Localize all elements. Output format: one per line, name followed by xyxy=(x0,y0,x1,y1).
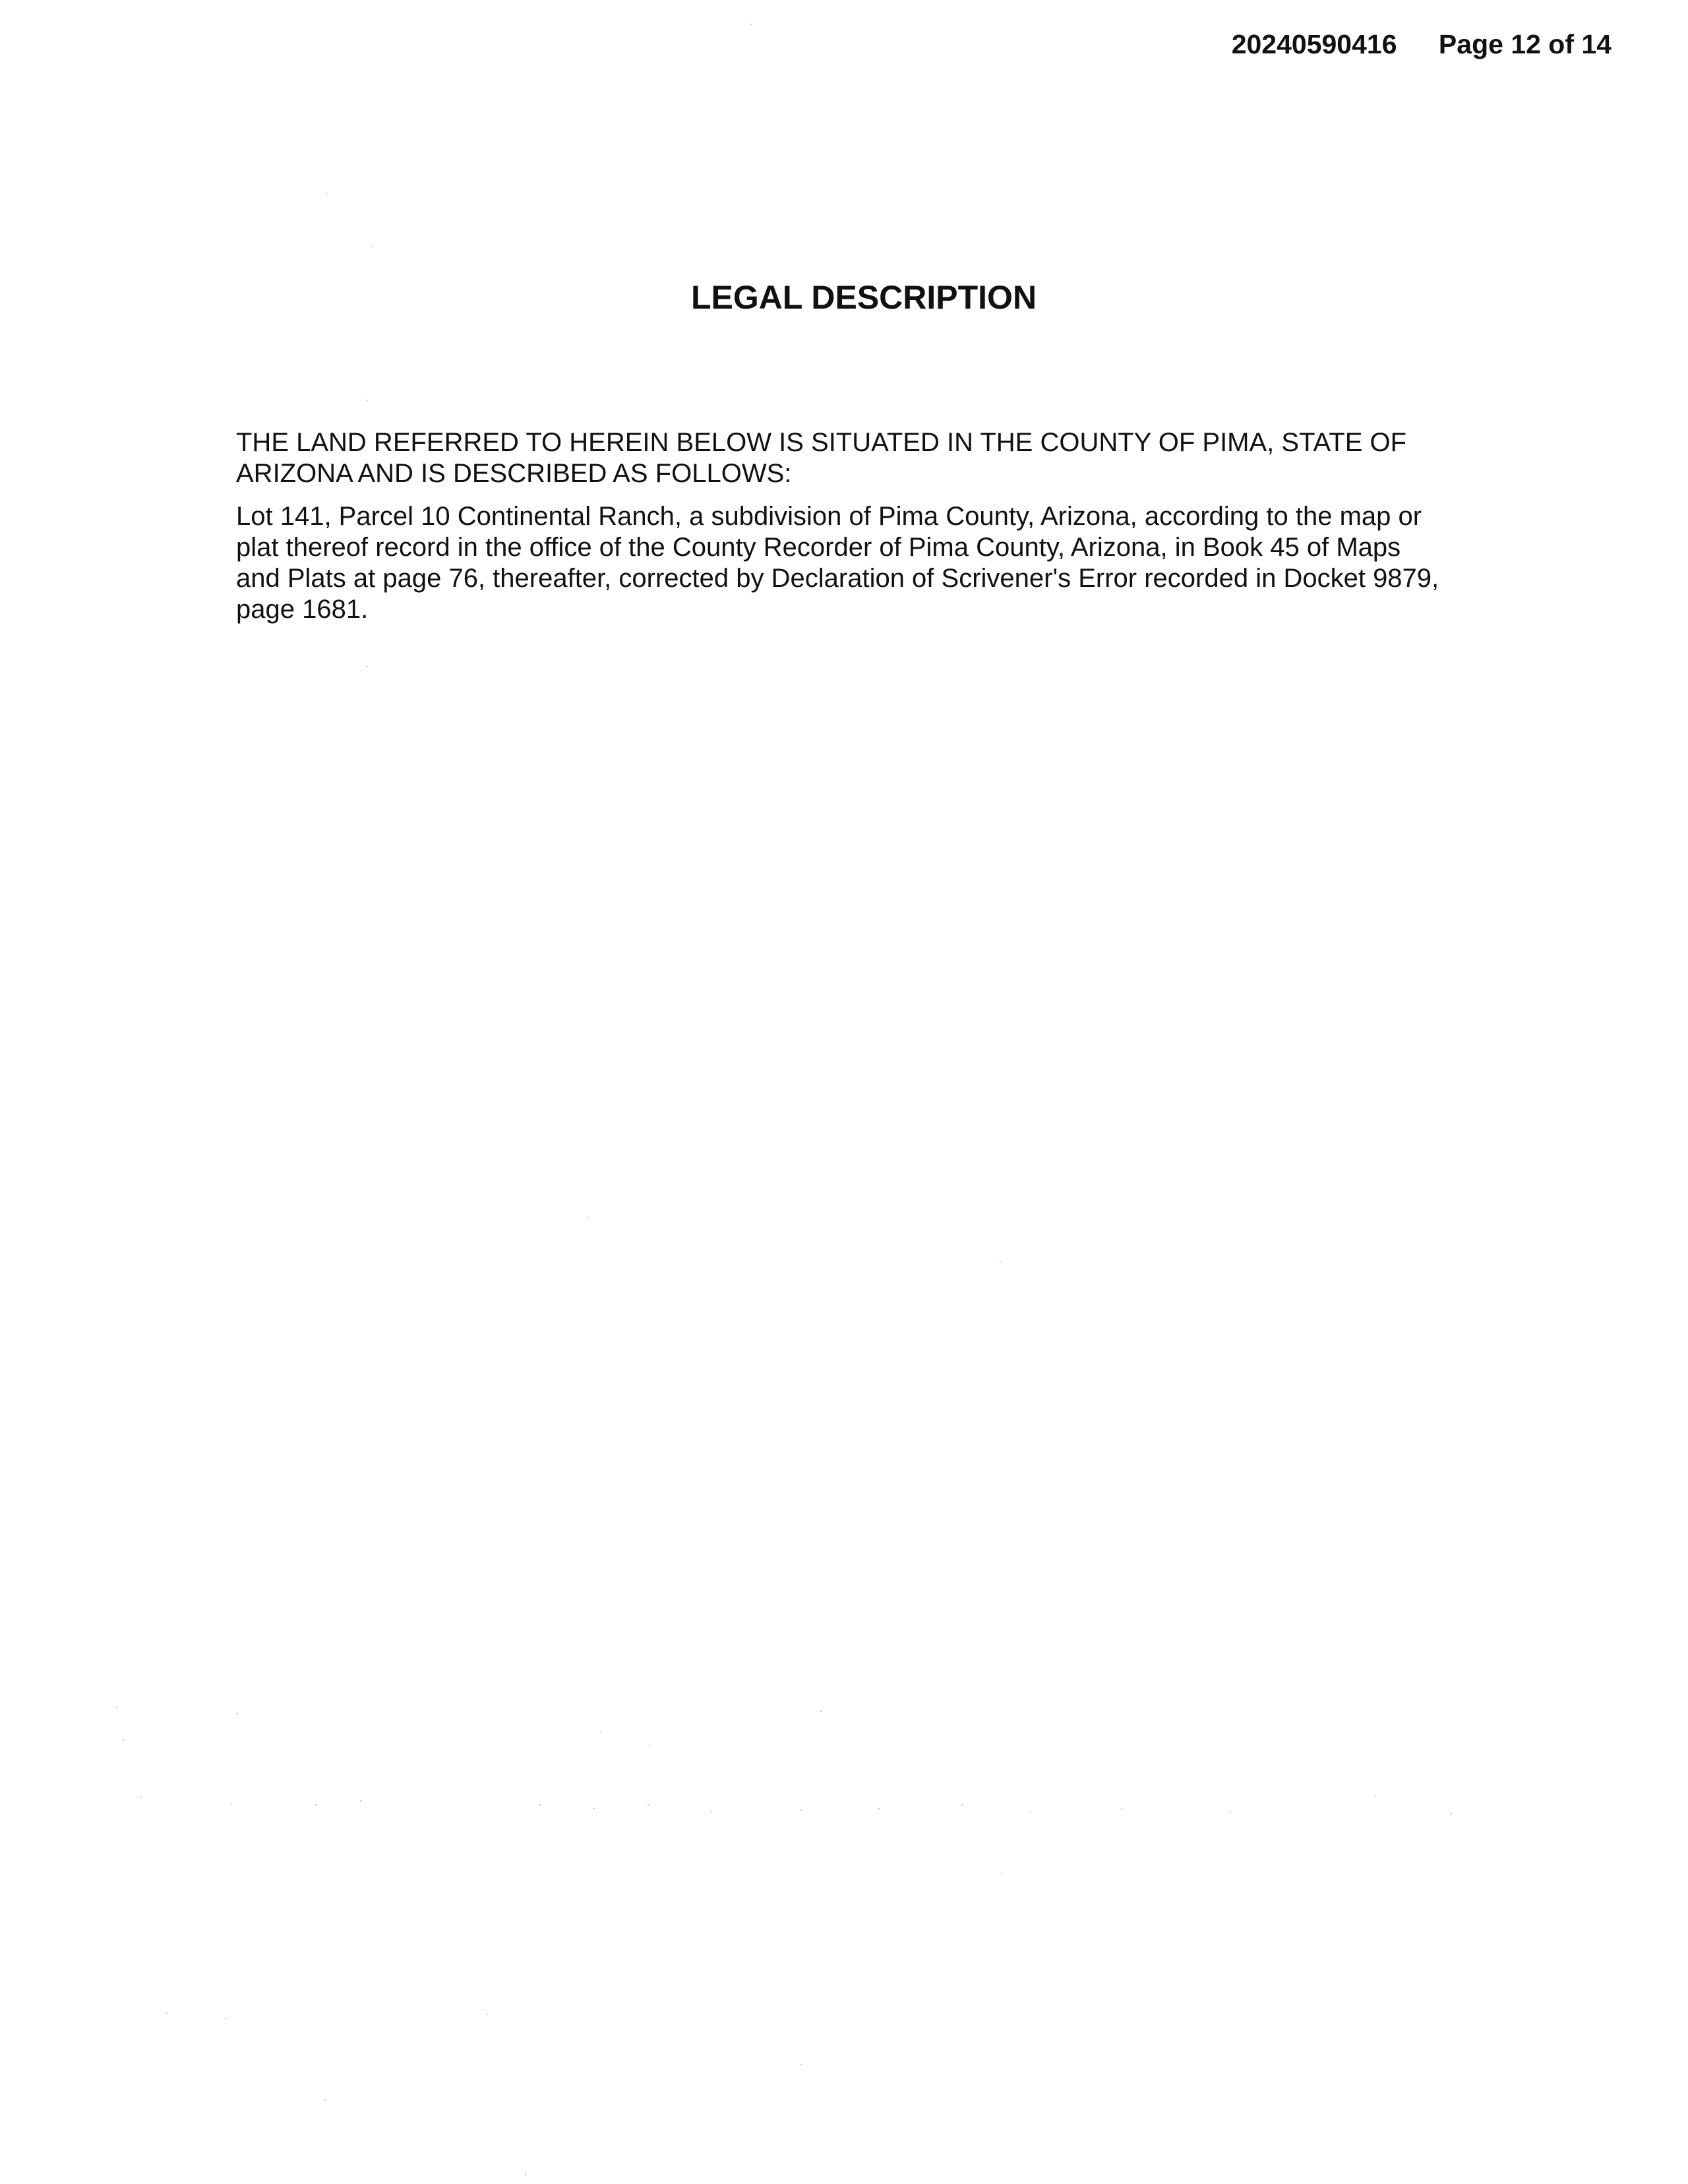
scan-speck xyxy=(961,1804,963,1805)
scan-speck xyxy=(360,1800,361,1802)
scan-speck xyxy=(878,1808,880,1809)
scan-speck xyxy=(367,666,368,667)
scan-speck xyxy=(1451,1813,1452,1815)
scan-speck xyxy=(539,1804,541,1805)
scan-speck xyxy=(800,2064,802,2065)
location-paragraph: THE LAND REFERRED TO HEREIN BELOW IS SITUATED IN THE COUNTY OF PIMA, STATE OF ARIZONA AND IS DESCRIBED AS FOLLOWS: xyxy=(236,428,1407,488)
page-indicator: Page 12 of 14 xyxy=(1438,29,1612,59)
page-title: LEGAL DESCRIPTION xyxy=(690,279,1037,316)
scan-speck xyxy=(324,2100,326,2101)
scan-speck xyxy=(166,2013,167,2014)
scan-speck xyxy=(226,2018,227,2019)
scan-speck xyxy=(487,2014,488,2015)
scan-speck xyxy=(231,1803,232,1804)
scan-speck xyxy=(1001,1873,1002,1874)
lot-description-paragraph: Lot 141, Parcel 10 Continental Ranch, a subdivision of Pima County, Arizona, according to the map or plat thereof record in the office of the County Recorder of Pima County, Arizona, in Book 45 of Maps and Plats at page 76, thereafter, corrected by Declaration of Scrivener's Error recorded in Docket 9879, page 1681. xyxy=(236,502,1439,624)
scan-speck xyxy=(525,2173,526,2175)
scan-speck xyxy=(649,1745,650,1746)
scan-speck xyxy=(116,1707,117,1708)
scan-speck xyxy=(820,1711,822,1712)
scan-speck xyxy=(800,1809,802,1811)
scan-speck xyxy=(315,1804,316,1805)
scan-speck xyxy=(1121,1808,1122,1809)
scan-speck xyxy=(1229,1811,1230,1812)
scan-speck xyxy=(372,245,373,247)
scan-speck xyxy=(367,400,368,401)
scan-speck xyxy=(600,1732,601,1733)
scan-speck xyxy=(326,193,327,194)
scan-speck xyxy=(587,1217,588,1219)
legal-description-body xyxy=(236,427,1502,637)
scan-speck xyxy=(593,1808,595,1809)
scan-speck xyxy=(1000,1261,1001,1262)
document-number: 20240590416 xyxy=(1231,29,1397,59)
scan-speck xyxy=(648,1804,649,1805)
scan-speck xyxy=(1374,1795,1375,1796)
scan-speck xyxy=(1030,1811,1031,1812)
scan-speck xyxy=(140,1796,141,1798)
scan-speck xyxy=(236,1713,237,1714)
recording-header xyxy=(1232,29,1612,60)
scan-speck xyxy=(123,1740,124,1741)
scan-speck xyxy=(750,24,752,25)
scan-speck xyxy=(711,1811,712,1812)
